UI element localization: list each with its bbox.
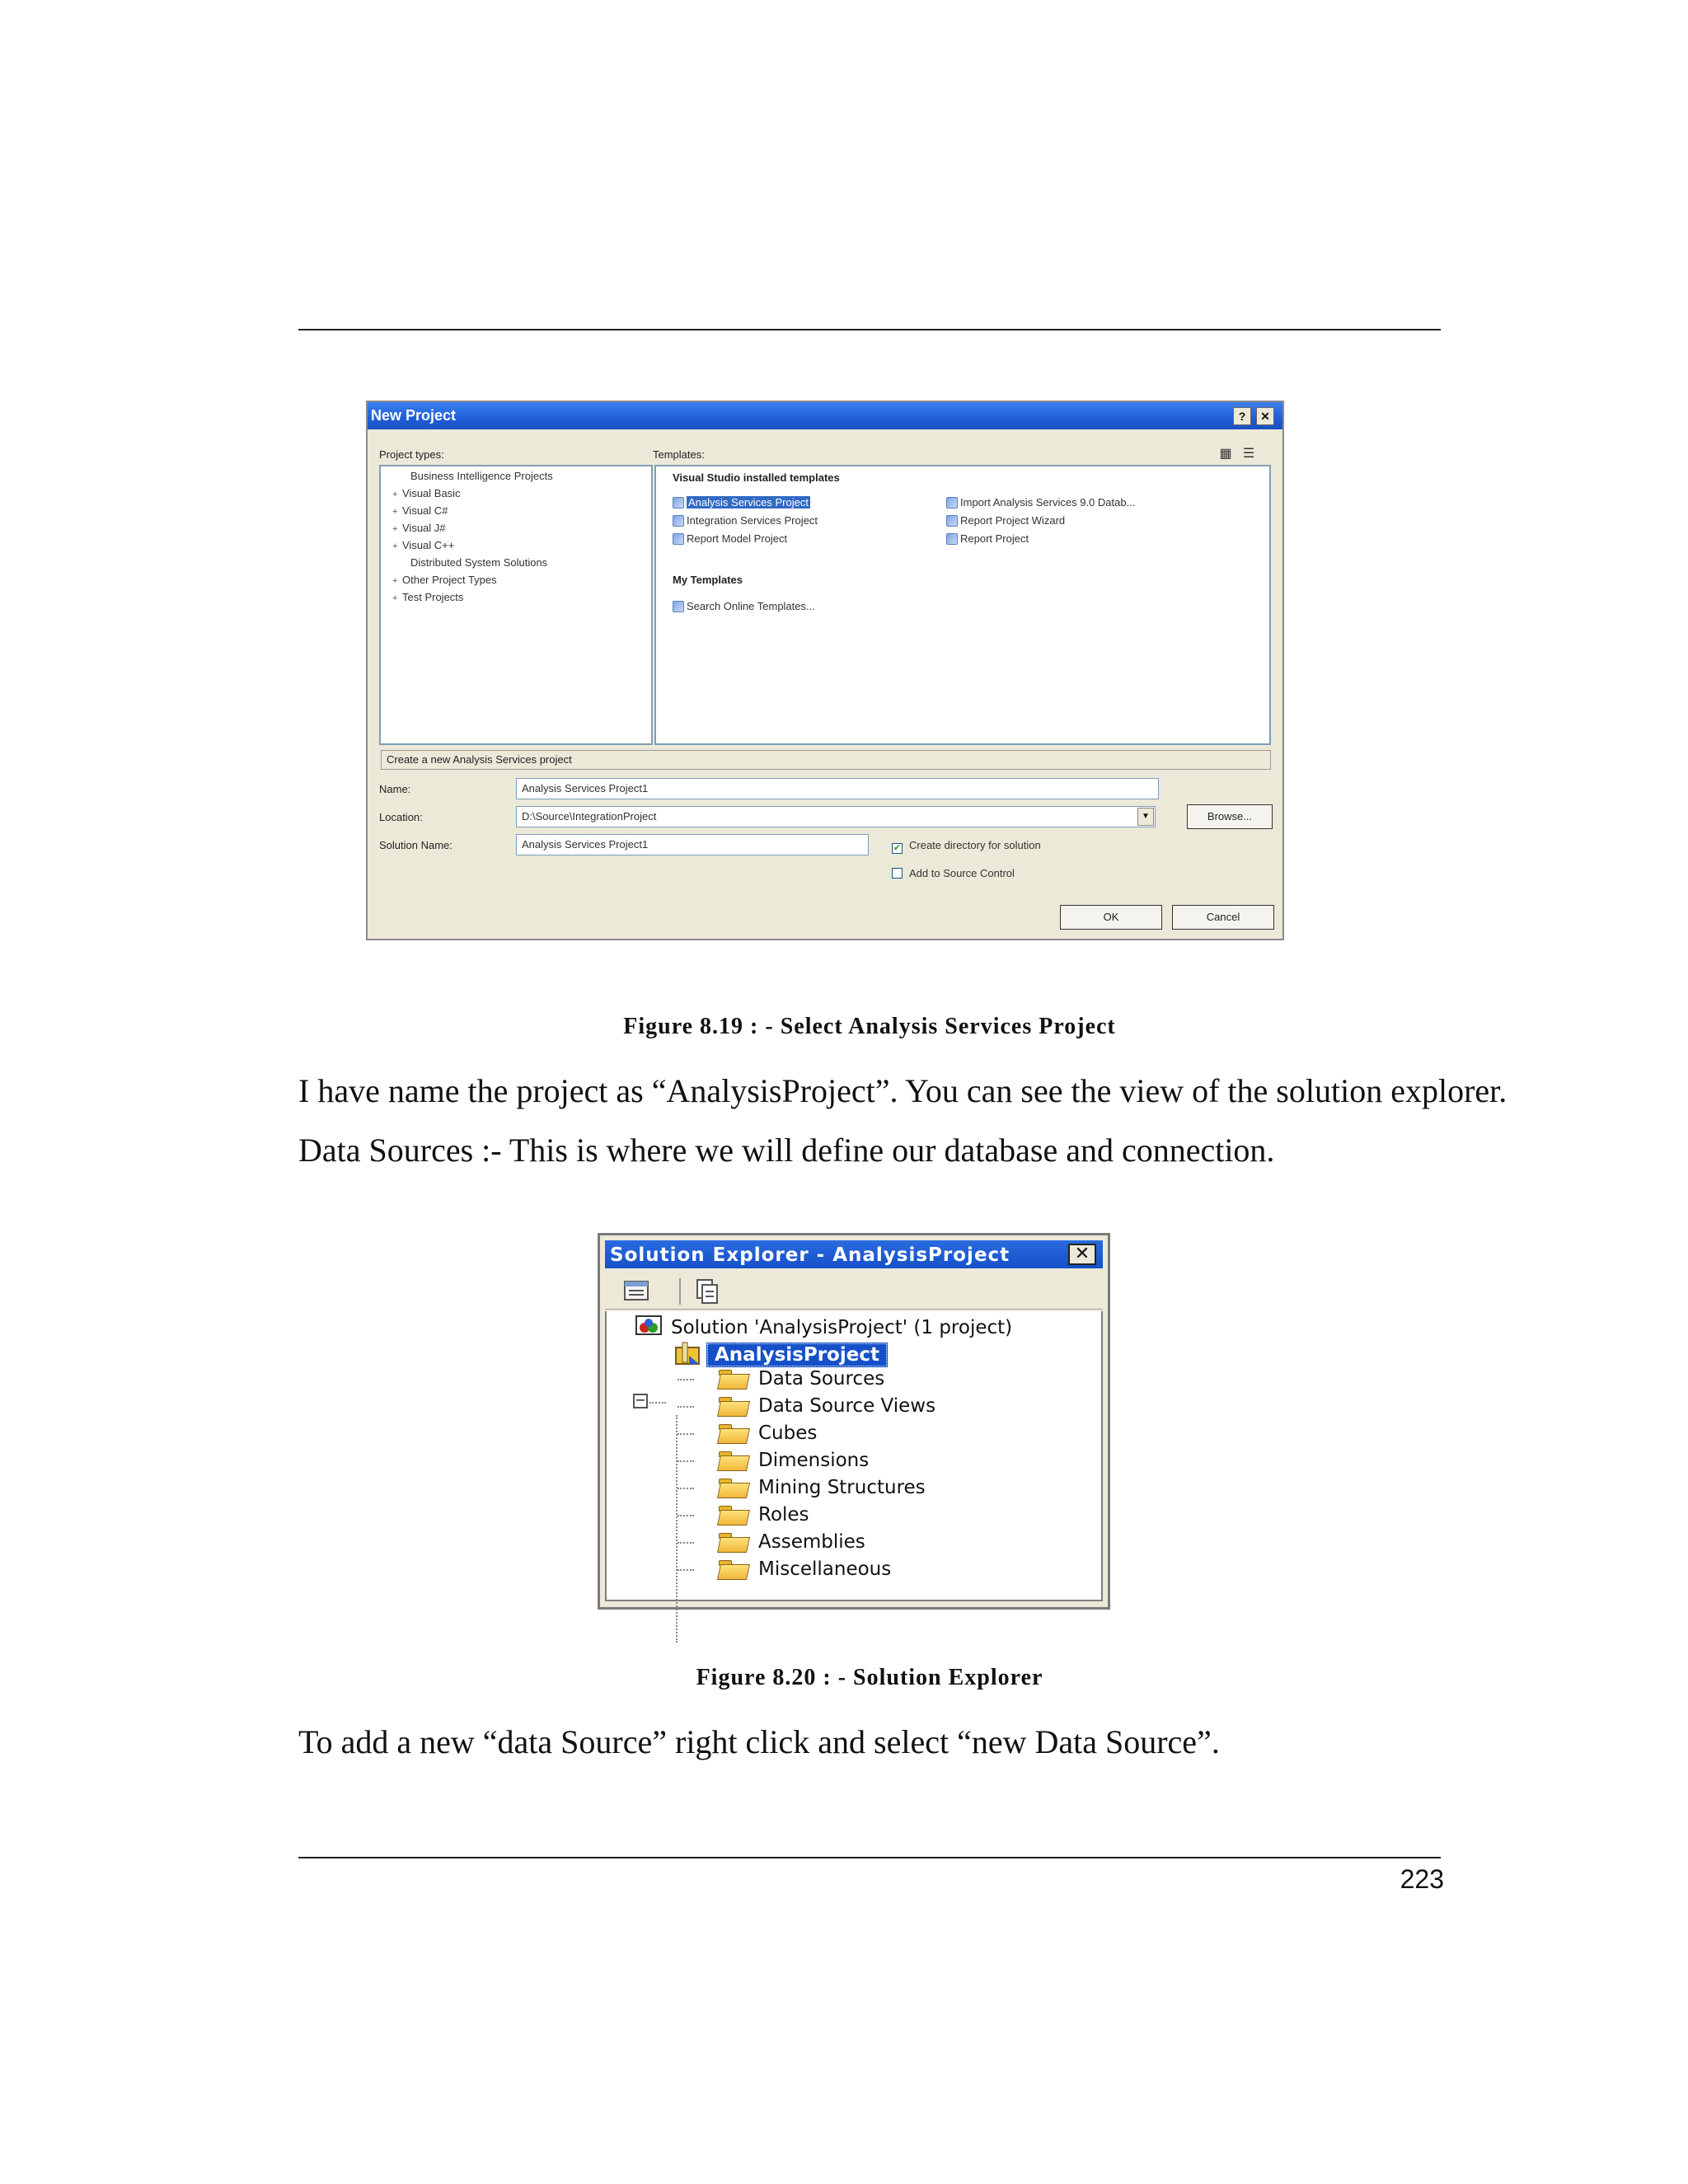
collapse-icon[interactable]: − [633,1394,648,1408]
checkbox-box: ✔ [893,843,902,853]
analysis-project-icon [673,497,684,509]
dialog-title-bar [368,402,1282,429]
toolbar-separator [679,1278,681,1305]
templates-pane[interactable] [654,465,1271,745]
project-type-label: Test Projects [402,591,464,603]
project-node[interactable]: AnalysisProject [674,1341,887,1366]
folder-node[interactable] [717,1394,935,1417]
dialog-title: New Project [371,407,457,424]
template-report-wizard[interactable]: Report Project Wizard [946,514,1065,527]
tree-connector [678,1488,694,1489]
tree-connector [678,1406,694,1408]
close-button[interactable]: ✕ [1256,407,1274,425]
folder-icon [717,1449,750,1470]
folder-label: Data Sources [758,1368,885,1390]
project-types-tree[interactable] [379,465,653,745]
expand-icon[interactable]: + [392,524,398,534]
top-rule [298,329,1441,330]
solution-explorer-toolbar [605,1270,1103,1310]
my-templates-heading: My Templates [673,574,743,586]
expand-icon[interactable]: + [392,507,398,517]
report-model-icon [673,533,684,545]
folder-node[interactable] [717,1367,884,1390]
project-type-item[interactable] [392,487,461,499]
template-analysis-services[interactable]: Analysis Services Project [673,496,810,509]
project-type-label: Other Project Types [402,574,497,586]
figure-caption-8-20: Figure 8.20 : - Solution Explorer [696,1665,1043,1690]
template-description: Create a new Analysis Services project [381,750,1271,770]
folder-node[interactable] [717,1558,891,1580]
folder-label: Assemblies [758,1531,865,1553]
folder-icon [717,1422,750,1443]
folder-icon [717,1530,750,1552]
checkbox-box [892,868,903,879]
search-online-icon [673,601,684,612]
project-types-label: Project types: [379,448,444,461]
solution-explorer-title-bar [605,1240,1103,1268]
create-directory-checkbox[interactable]: ✔ Create directory for solution [893,839,1041,853]
close-icon[interactable]: ✕ [1068,1244,1096,1265]
paragraph-3: To add a new “data Source” right click and select “new Data Source”. [298,1723,1220,1760]
location-label: Location: [379,811,423,823]
installed-templates-heading: Visual Studio installed templates [673,471,840,484]
solution-explorer-title: Solution Explorer - AnalysisProject [610,1244,1010,1266]
project-type-item[interactable] [392,556,547,569]
project-type-label: Distributed System Solutions [410,556,548,569]
project-type-label: Visual J# [402,522,446,534]
location-field[interactable]: D:\Source\IntegrationProject [516,806,1156,827]
template-report-project[interactable]: Report Project [946,532,1029,545]
solution-icon [635,1315,666,1338]
expand-icon[interactable]: + [392,593,398,603]
location-dropdown-icon[interactable]: ▼ [1137,808,1154,826]
expand-icon[interactable]: + [392,576,398,586]
paragraph-2: Data Sources :- This is where we will define our database and connection. [298,1132,1275,1169]
project-icon [674,1341,702,1366]
project-type-item[interactable] [392,522,446,534]
solution-name-field[interactable]: Analysis Services Project1 [516,834,869,855]
folder-node[interactable] [717,1476,926,1498]
import-icon [946,497,958,509]
folder-label: Miscellaneous [758,1558,892,1580]
folder-icon [717,1503,750,1525]
template-search-online[interactable]: Search Online Templates... [673,600,815,612]
solution-name-label: Solution Name: [379,839,452,851]
large-icons-view-icon[interactable]: ▦ [1219,447,1232,461]
project-type-item[interactable] [392,539,454,551]
help-button[interactable]: ? [1233,407,1251,425]
tree-connector [678,1542,694,1544]
integration-project-icon [673,515,684,527]
project-type-label: Visual C# [402,504,448,517]
browse-button[interactable]: Browse... [1187,804,1273,829]
tree-connector [678,1379,694,1380]
project-type-item[interactable] [392,591,463,603]
paragraph-1: I have name the project as “AnalysisProject”. You can see the view of the solution explorer. [298,1072,1507,1109]
folder-label: Data Source Views [758,1395,936,1417]
folder-node[interactable] [717,1530,865,1553]
name-label: Name: [379,783,411,795]
project-type-label: Visual C++ [402,539,455,551]
folder-icon [717,1367,750,1389]
show-all-files-icon[interactable] [691,1277,722,1305]
expand-icon[interactable]: + [392,490,398,499]
solution-node[interactable]: Solution 'AnalysisProject' (1 project) [635,1315,1012,1338]
tree-connector [678,1569,694,1571]
folder-icon [717,1476,750,1497]
project-type-item[interactable] [392,504,448,517]
report-project-icon [946,533,958,545]
tree-connector [678,1515,694,1516]
folder-label: Roles [758,1504,809,1526]
folder-label: Mining Structures [758,1477,926,1498]
small-icons-view-icon[interactable]: ☰ [1242,447,1255,461]
project-type-label: Visual Basic [402,487,461,499]
project-type-label: Business Intelligence Projects [410,470,553,482]
tree-connector [649,1402,666,1404]
bottom-rule [298,1857,1441,1858]
template-integration-services[interactable]: Integration Services Project [673,514,818,527]
folder-node[interactable] [717,1449,869,1471]
tree-connector-vertical [676,1415,678,1643]
solution-tree[interactable] [605,1311,1103,1601]
new-project-dialog [366,401,1284,940]
page-number: 223 [1400,1864,1444,1894]
report-wizard-icon [946,515,958,527]
cancel-button[interactable]: Cancel [1172,905,1274,930]
project-type-item[interactable] [392,574,497,586]
project-type-item[interactable] [392,470,553,482]
folder-icon [717,1394,750,1416]
name-field[interactable]: Analysis Services Project1 [516,778,1159,799]
expand-icon[interactable]: + [392,541,398,551]
templates-label: Templates: [653,448,705,461]
figure-caption-8-19: Figure 8.19 : - Select Analysis Services Project [623,1014,1116,1039]
folder-label: Dimensions [758,1450,870,1471]
solution-explorer [598,1233,1110,1610]
tree-connector [678,1460,694,1462]
template-import-analysis[interactable]: Import Analysis Services 9.0 Datab... [946,496,1135,509]
folder-node[interactable] [717,1503,809,1526]
folder-icon [717,1558,750,1579]
tree-connector [678,1433,694,1435]
folder-label: Cubes [758,1422,818,1444]
properties-icon[interactable] [621,1277,653,1305]
folder-node[interactable] [717,1422,817,1444]
template-report-model[interactable]: Report Model Project [673,532,787,545]
ok-button[interactable]: OK [1060,905,1162,930]
source-control-checkbox[interactable]: Add to Source Control [892,867,1015,879]
